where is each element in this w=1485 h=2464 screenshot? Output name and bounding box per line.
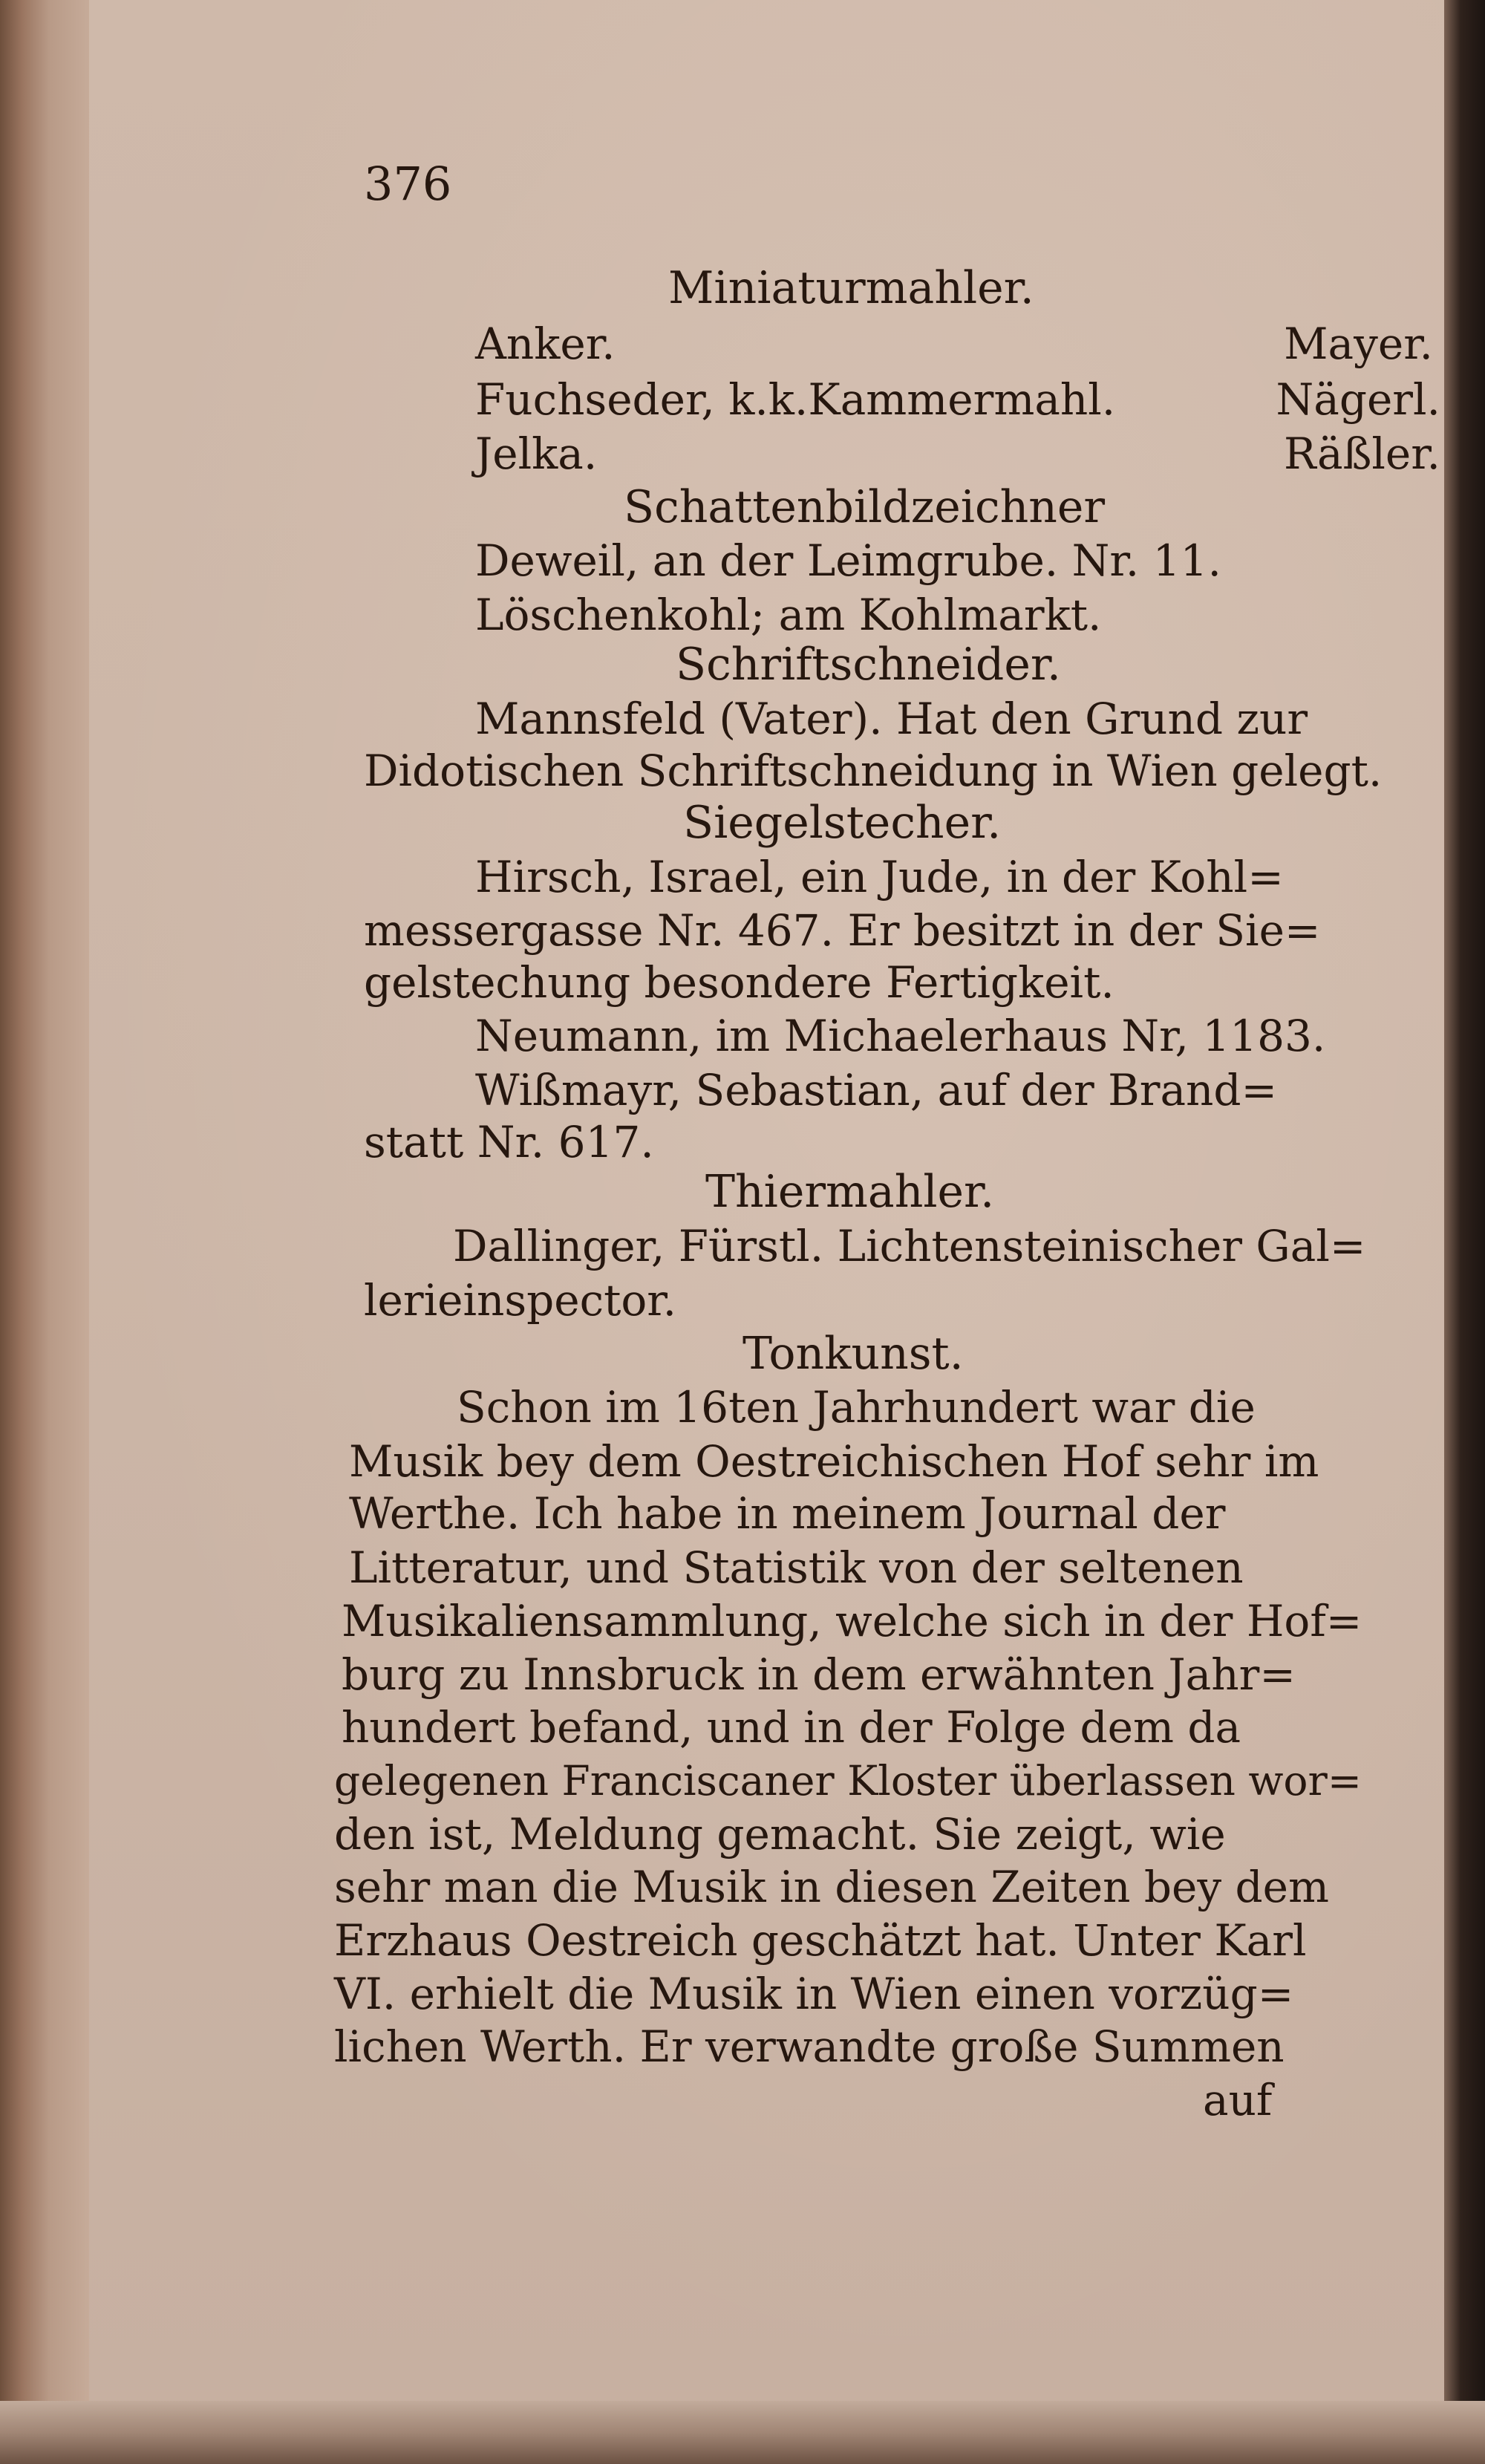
entry-line: messergasse Nr. 467. Er besitzt in der Sie= — [364, 905, 1321, 956]
section-heading-schriftschneider: Schriftschneider. — [676, 639, 1061, 691]
entry-line: statt Nr. 617. — [364, 1117, 654, 1167]
section-heading-tonkunst: Tonkunst. — [742, 1328, 964, 1380]
body-line: lichen Werth. Er verwandte große Summen — [334, 2021, 1285, 2072]
section-heading-thiermahler: Thiermahler. — [705, 1166, 995, 1218]
entry-line: Deweil, an der Leimgrube. Nr. 11. — [475, 535, 1221, 586]
entry-line: Löschenkohl; am Kohlmarkt. — [475, 590, 1102, 640]
body-line: den ist, Meldung gemacht. Sie zeigt, wie — [334, 1809, 1226, 1860]
name-right: Mayer. — [1284, 319, 1433, 369]
name-right: Räßler. — [1284, 428, 1440, 479]
name-right: Nägerl. — [1276, 374, 1440, 425]
section-heading-siegelstecher: Siegelstecher. — [683, 797, 1002, 849]
entry-line: Dallinger, Fürstl. Lichtensteinischer Gal= — [453, 1221, 1366, 1271]
entry-line: Wißmayr, Sebastian, auf der Brand= — [475, 1065, 1278, 1115]
page-number: 376 — [364, 157, 452, 211]
body-line: Musikaliensammlung, welche sich in der Hof= — [342, 1596, 1362, 1646]
entry-line: Mannsfeld (Vater). Hat den Grund zur — [475, 694, 1308, 744]
entry-line: gelstechung besondere Fertigkeit. — [364, 957, 1114, 1008]
book-cover-edge-right — [1444, 0, 1485, 2464]
body-line: VI. erhielt die Musik in Wien einen vorzüg= — [334, 1969, 1294, 2019]
body-line: gelegenen Franciscaner Kloster überlassen wor= — [334, 1757, 1362, 1805]
section-heading-miniaturmahler: Miniaturmahler. — [668, 262, 1034, 314]
entry-line: lerieinspector. — [364, 1275, 677, 1326]
body-line: Litteratur, und Statistik von der seltenen — [349, 1542, 1244, 1593]
body-line: Erzhaus Oestreich geschätzt hat. Unter Karl — [334, 1915, 1307, 1966]
body-line: Schon im 16ten Jahrhundert war die — [457, 1382, 1256, 1433]
two-column-row — [475, 429, 1440, 478]
book-page-edges-bottom — [0, 2401, 1485, 2464]
section-heading-schattenbildzeichner: Schattenbildzeichner — [624, 481, 1106, 533]
name-left: Fuchseder, k.k.Kammermahl. — [475, 374, 1116, 425]
body-line: burg zu Innsbruck in dem erwähnten Jahr= — [342, 1649, 1296, 1700]
book-page-edges-left — [0, 0, 89, 2464]
body-line: Werthe. Ich habe in meinem Journal der — [349, 1488, 1226, 1539]
body-line: hundert befand, und in der Folge dem da — [342, 1702, 1241, 1753]
two-column-row — [475, 319, 1433, 368]
entry-line: Didotischen Schriftschneidung in Wien gelegt. — [364, 746, 1383, 796]
entry-line: Neumann, im Michaelerhaus Nr, 1183. — [475, 1011, 1326, 1061]
body-line: Musik bey dem Oestreichischen Hof sehr im — [349, 1436, 1319, 1487]
catchword: auf — [1203, 2075, 1273, 2125]
name-left: Anker. — [475, 319, 616, 369]
book-page — [89, 0, 1444, 2401]
two-column-row — [475, 375, 1440, 424]
body-line: sehr man die Musik in diesen Zeiten bey dem — [334, 1862, 1329, 1912]
name-left: Jelka. — [475, 428, 598, 479]
entry-line: Hirsch, Israel, ein Jude, in der Kohl= — [475, 852, 1284, 902]
